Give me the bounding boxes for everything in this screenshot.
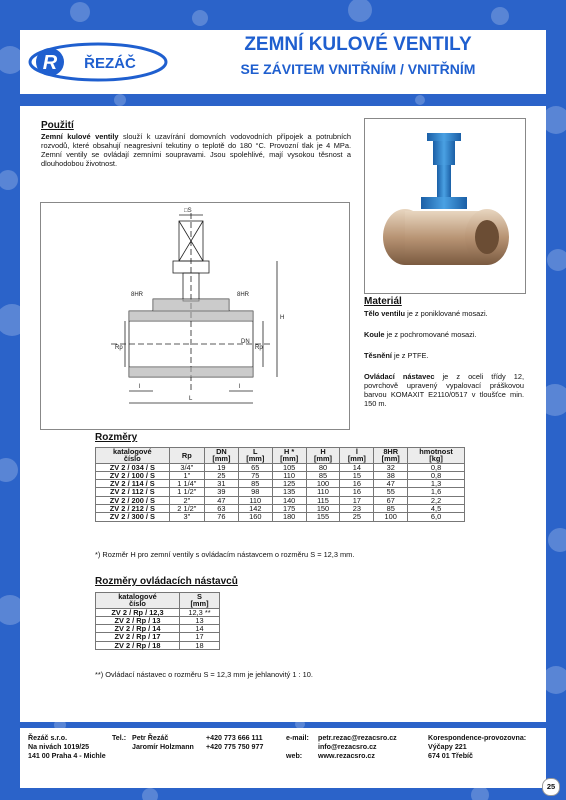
table-row xyxy=(96,513,465,521)
technical-drawing xyxy=(40,202,350,430)
footer-web-values: petr.rezac@rezacsro.cz info@rezacsro.cz www.rezacsro.cz xyxy=(318,734,397,760)
table-cell: 67 xyxy=(374,496,408,504)
table-cell: 1" xyxy=(169,471,204,479)
drawing-label-l-left: l xyxy=(139,384,141,390)
table-cell: 180 xyxy=(272,513,306,521)
table-cell: ZV 2 / 034 / S xyxy=(96,463,170,471)
table-cell: 17 xyxy=(340,496,374,504)
table-cell: 14 xyxy=(340,463,374,471)
footer-contact-phones: +420 773 666 111 +420 775 750 977 xyxy=(206,734,264,751)
table-cell: 115 xyxy=(306,496,340,504)
table-cell: 39 xyxy=(204,488,238,496)
usage-text xyxy=(41,132,351,168)
table-cell: 6,0 xyxy=(408,513,465,521)
table-cell: 47 xyxy=(204,496,238,504)
table-cell: 55 xyxy=(374,488,408,496)
dimensions-heading: Rozměry xyxy=(95,432,138,443)
table-cell: 0,8 xyxy=(408,471,465,479)
table-cell: 18 xyxy=(180,641,220,649)
dimensions-header-cell: l [mm] xyxy=(340,448,374,464)
table-cell: 100 xyxy=(374,513,408,521)
table-cell: 4,5 xyxy=(408,505,465,513)
dimensions-header-cell: H * [mm] xyxy=(272,448,306,464)
table-cell: 32 xyxy=(374,463,408,471)
usage-heading: Použití xyxy=(41,120,74,131)
dimensions-header-cell: 8HR [mm] xyxy=(374,448,408,464)
usage-lead: Zemní kulové ventily xyxy=(41,132,119,141)
table-cell: 175 xyxy=(272,505,306,513)
dimensions-table-header xyxy=(96,448,465,464)
table-cell: 98 xyxy=(238,488,272,496)
logo-name: ŘEZÁČ xyxy=(84,55,136,72)
table-cell: 3/4" xyxy=(169,463,204,471)
table-cell: ZV 2 / 112 / S xyxy=(96,488,170,496)
table-cell: 25 xyxy=(340,513,374,521)
table-row xyxy=(96,641,220,649)
table-cell: 142 xyxy=(238,505,272,513)
table-cell: ZV 2 / 100 / S xyxy=(96,471,170,479)
material-item-body: Tělo ventilu je z poniklované mosazi. xyxy=(364,309,488,318)
drawing-label-h: H xyxy=(280,315,285,321)
footer-company: Řezáč s.r.o. Na nivách 1019/25 141 00 Praha 4 - Michle xyxy=(28,734,106,760)
table-cell: 65 xyxy=(238,463,272,471)
table-cell: 85 xyxy=(374,505,408,513)
table-cell: 1 1/4" xyxy=(169,480,204,488)
extensions-heading: Rozměry ovládacích nástavců xyxy=(95,576,238,587)
table-cell: ZV 2 / 212 / S xyxy=(96,505,170,513)
logo-letter: R xyxy=(42,52,58,74)
table-cell: ZV 2 / 114 / S xyxy=(96,480,170,488)
table-cell: 2" xyxy=(169,496,204,504)
extensions-header-cell: S [mm] xyxy=(180,593,220,609)
drawing-label-l-right: l xyxy=(239,384,241,390)
table-cell: 110 xyxy=(306,488,340,496)
table-cell: ZV 2 / Rp / 14 xyxy=(96,625,180,633)
table-cell: 2 1/2" xyxy=(169,505,204,513)
table-cell: 76 xyxy=(204,513,238,521)
table-cell: 63 xyxy=(204,505,238,513)
table-cell: 100 xyxy=(306,480,340,488)
table-cell: 17 xyxy=(180,633,220,641)
product-photo xyxy=(364,118,526,294)
drawing-label-rp-left: Rp xyxy=(115,345,123,351)
dimensions-header-cell: hmotnost [kg] xyxy=(408,448,465,464)
footer-web-labels: e-mail: web: xyxy=(286,734,309,760)
table-cell: 110 xyxy=(272,471,306,479)
valve-photo-illustration xyxy=(365,119,525,293)
page-number: 25 xyxy=(542,778,560,796)
table-cell: 135 xyxy=(272,488,306,496)
table-cell: 23 xyxy=(340,505,374,513)
dimensions-note: *) Rozměr H pro zemní ventily s ovládacím nástavcem o rozměru S = 12,3 mm. xyxy=(95,550,355,559)
usage-body: slouží k uzavírání domovních vodovodních přípojek a potrubních rozvodů, které obsahují neagresivní tekutiny o teplotě do 180 °C. Provozní tlak je 4 MPa. Zemní ventily se ovládají zemními soupravami. Jsou spolehlivé, mají vysokou těsnost a dlouhodobou životnost. xyxy=(41,132,351,169)
table-cell: 25 xyxy=(204,471,238,479)
valve-cross-section xyxy=(41,203,349,429)
dimensions-table xyxy=(95,447,465,522)
table-cell: 85 xyxy=(306,471,340,479)
table-cell: 1 1/2" xyxy=(169,488,204,496)
page-subtitle: SE ZÁVITEM VNITŘNÍM / VNITŘNÍM xyxy=(240,61,476,77)
footer-office: Korespondence-provozovna: Výčapy 221 674 01 Třebíč xyxy=(428,734,527,760)
drawing-label-s: □S xyxy=(184,208,192,214)
footer-tel-label: Tel.: xyxy=(112,734,127,742)
table-cell: 125 xyxy=(272,480,306,488)
table-cell: 110 xyxy=(238,496,272,504)
extensions-header-cell: katalogové číslo xyxy=(96,593,180,609)
drawing-label-rp-right: Rp xyxy=(255,345,263,351)
table-cell: 13 xyxy=(180,616,220,624)
material-heading: Materiál xyxy=(364,296,402,307)
table-cell: 2,2 xyxy=(408,496,465,504)
table-cell: 12,3 ** xyxy=(180,608,220,616)
footer xyxy=(20,728,546,788)
table-cell: 150 xyxy=(306,505,340,513)
table-cell: 19 xyxy=(204,463,238,471)
table-cell: ZV 2 / Rp / 18 xyxy=(96,641,180,649)
material-item-extension: Ovládací nástavec je z oceli třídy 12, povrchově upravený vypalovací práškovou barvou KOMAXIT E2110/0517 v tloušťce min. 150 m. xyxy=(364,372,524,409)
table-cell: 47 xyxy=(374,480,408,488)
table-cell: ZV 2 / Rp / 13 xyxy=(96,616,180,624)
table-cell: 1,6 xyxy=(408,488,465,496)
header xyxy=(20,30,546,94)
drawing-label-l-total: L xyxy=(189,396,193,402)
table-cell: 1,3 xyxy=(408,480,465,488)
table-cell: 155 xyxy=(306,513,340,521)
table-cell: 85 xyxy=(238,480,272,488)
table-cell: 160 xyxy=(238,513,272,521)
extensions-table xyxy=(95,592,220,650)
page-title: ZEMNÍ KULOVÉ VENTILY xyxy=(244,34,472,55)
table-cell: 80 xyxy=(306,463,340,471)
extensions-note: **) Ovládací nástavec o rozměru S = 12,3 mm je jehlanovitý 1 : 10. xyxy=(95,670,313,679)
table-cell: 16 xyxy=(340,480,374,488)
drawing-label-8hr-left: 8HR xyxy=(131,292,144,298)
material-item-seal: Těsnění je z PTFE. xyxy=(364,351,429,360)
table-cell: 16 xyxy=(340,488,374,496)
table-cell: 15 xyxy=(340,471,374,479)
table-cell: 14 xyxy=(180,625,220,633)
table-cell: 140 xyxy=(272,496,306,504)
drawing-label-dn: DN xyxy=(241,339,250,345)
drawing-label-8hr-right: 8HR xyxy=(237,292,250,298)
table-cell: 38 xyxy=(374,471,408,479)
dimensions-header-cell: L [mm] xyxy=(238,448,272,464)
dimensions-header-cell: katalogové číslo xyxy=(96,448,170,464)
table-cell: 3" xyxy=(169,513,204,521)
dimensions-header-cell: DN [mm] xyxy=(204,448,238,464)
table-cell: ZV 2 / Rp / 12,3 xyxy=(96,608,180,616)
footer-contact-names: Petr Řezáč Jaromír Holzmann xyxy=(132,734,194,751)
table-cell: 105 xyxy=(272,463,306,471)
dimensions-header-cell: H [mm] xyxy=(306,448,340,464)
table-cell: 0,8 xyxy=(408,463,465,471)
table-cell: 31 xyxy=(204,480,238,488)
dimensions-header-cell: Rp xyxy=(169,448,204,464)
table-cell: ZV 2 / Rp / 17 xyxy=(96,633,180,641)
table-cell: 75 xyxy=(238,471,272,479)
table-cell: ZV 2 / 200 / S xyxy=(96,496,170,504)
material-item-ball: Koule je z pochromované mosazi. xyxy=(364,330,477,339)
table-cell: ZV 2 / 300 / S xyxy=(96,513,170,521)
extensions-table-header xyxy=(96,593,220,609)
